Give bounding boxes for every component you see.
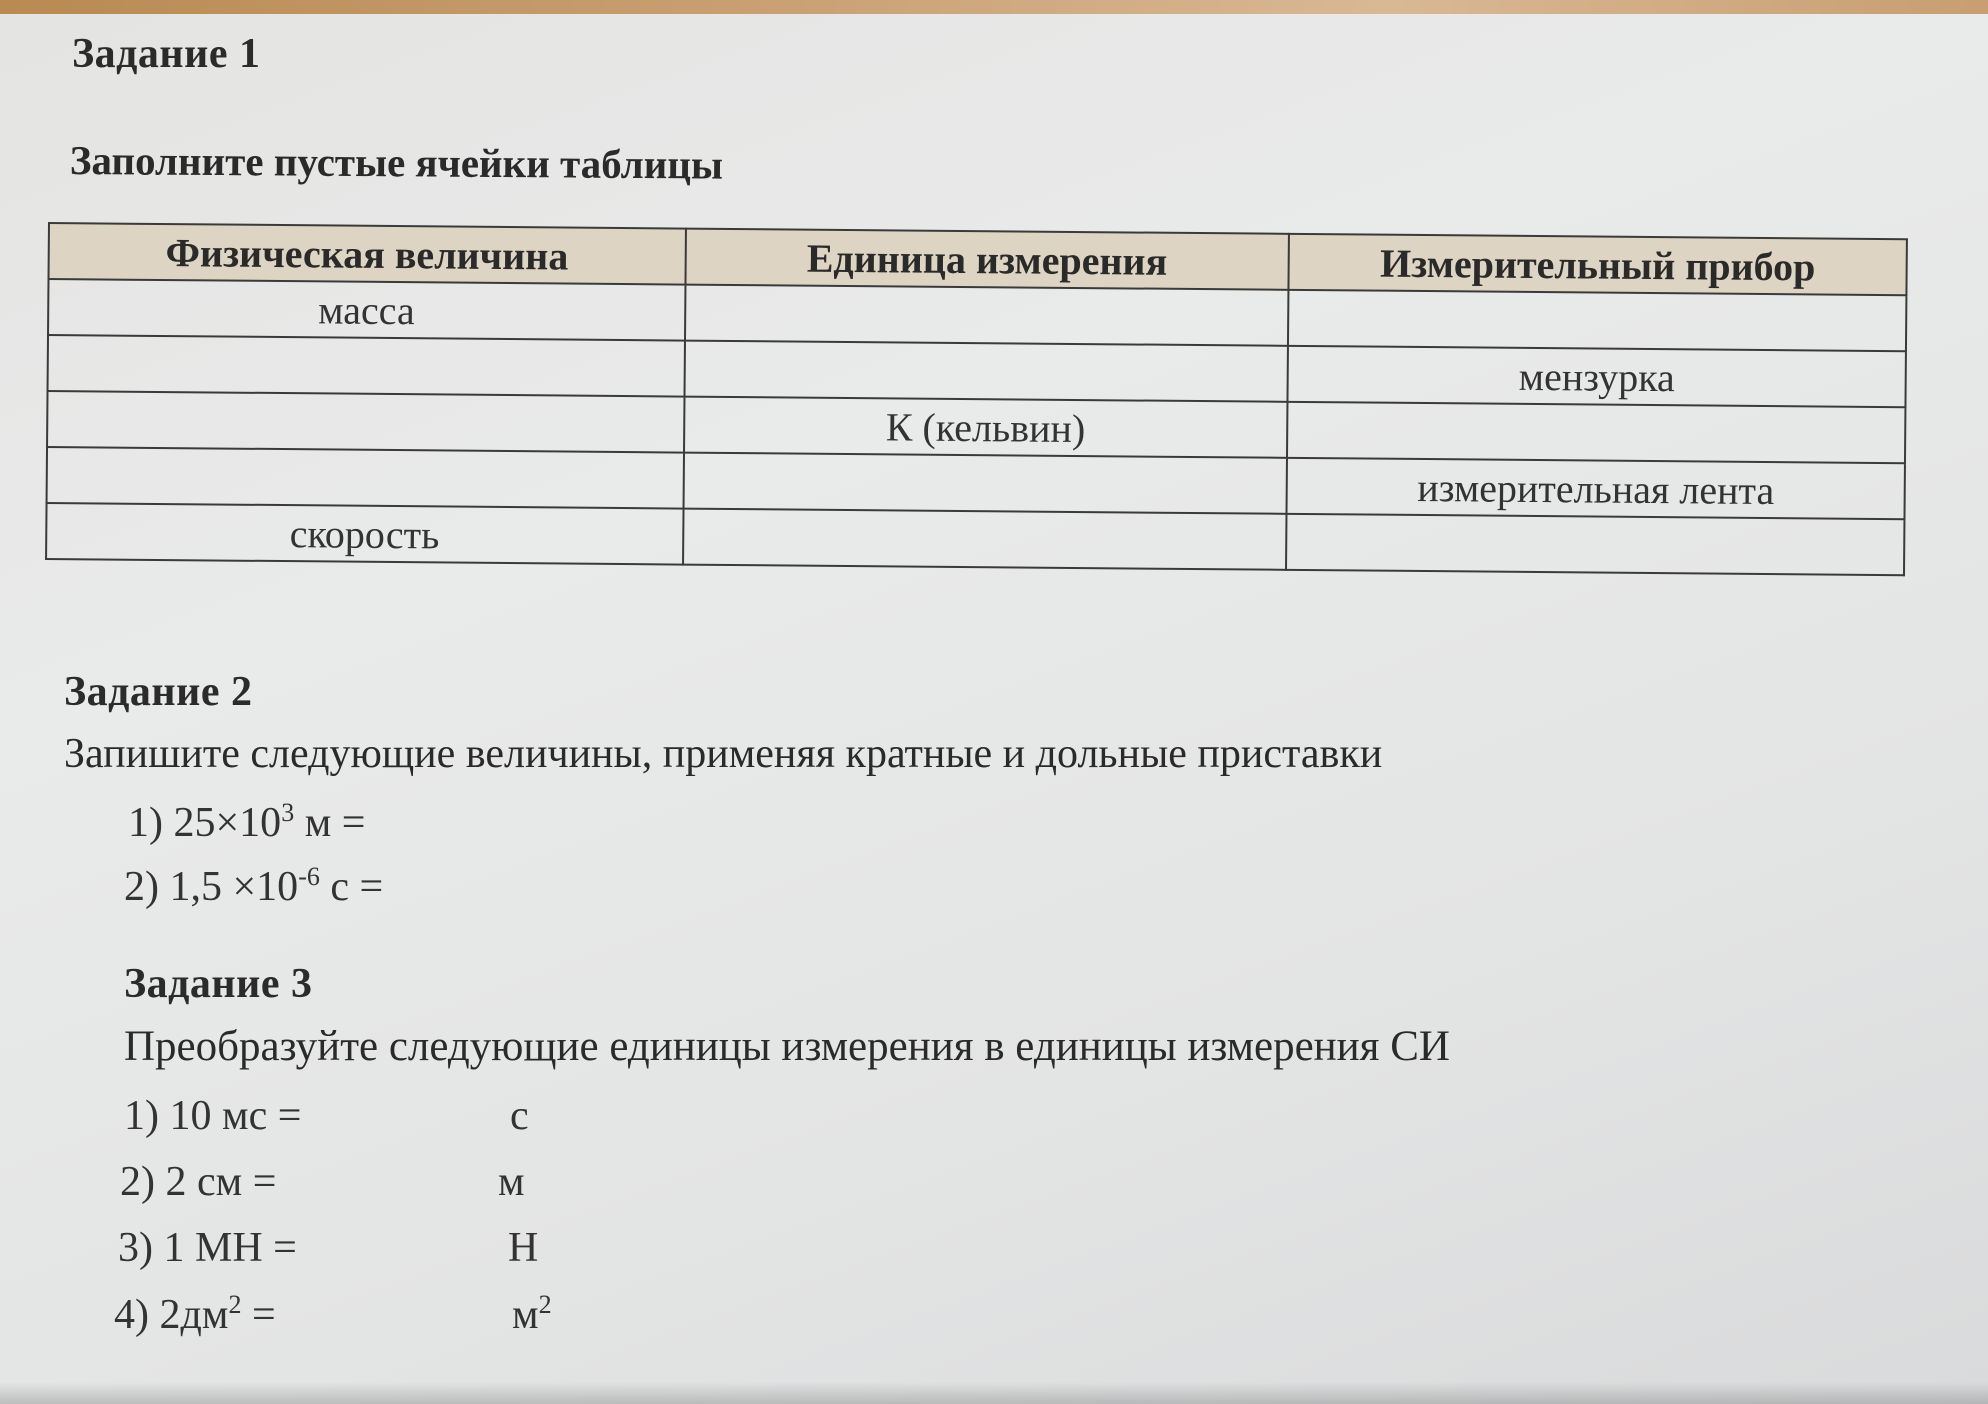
- task3-answer-1[interactable]: с: [510, 1093, 529, 1139]
- fill-table: [45, 222, 1908, 576]
- task3-item-4: [114, 1290, 276, 1339]
- header-physical-quantity: Физическая величина: [49, 223, 686, 285]
- table-cell[interactable]: [1288, 290, 1906, 351]
- item-exponent: 3: [281, 798, 295, 827]
- task3-instruction: Преобразуйте следующие единицы измерения в единицы измерения СИ: [124, 1023, 1450, 1070]
- task3-item-3: [118, 1224, 297, 1272]
- item-number: 1): [128, 800, 163, 846]
- table-cell[interactable]: [684, 341, 1288, 402]
- table-cell[interactable]: [1286, 514, 1904, 575]
- table-cell[interactable]: [683, 453, 1287, 514]
- item-number: 2): [120, 1159, 155, 1205]
- task2-title: Задание 2: [64, 669, 253, 715]
- task3-answer-4[interactable]: [512, 1290, 552, 1339]
- answer-unit: м: [512, 1292, 539, 1338]
- item-unit: м =: [304, 800, 366, 846]
- table-cell[interactable]: масса: [48, 279, 685, 341]
- item-expression: 10 мс =: [169, 1093, 302, 1139]
- item-expression: 1 МН =: [163, 1225, 297, 1271]
- item-expression: 2 см =: [165, 1159, 277, 1205]
- task3-answer-3[interactable]: Н: [508, 1225, 539, 1271]
- item-exponent: 2: [228, 1290, 242, 1319]
- table-cell[interactable]: скорость: [46, 503, 683, 565]
- item-number: 4): [114, 1292, 149, 1338]
- table-cell[interactable]: [685, 285, 1289, 346]
- task1-instruction: Заполните пустые ячейки таблицы: [69, 136, 724, 188]
- task3-item-2: [120, 1158, 276, 1206]
- table-cell[interactable]: [683, 509, 1287, 570]
- table-cell[interactable]: [1287, 402, 1905, 463]
- task3-item-1: [124, 1092, 301, 1140]
- desk-edge: [0, 0, 1988, 14]
- item-base: 1,5 ×10: [169, 864, 299, 910]
- table-cell[interactable]: мензурка: [1288, 346, 1906, 407]
- item-expression-tail: =: [241, 1292, 276, 1338]
- task2-item-1: [128, 798, 365, 847]
- task1-title: Задание 1: [72, 31, 261, 77]
- table-cell[interactable]: К (кельвин): [684, 397, 1288, 458]
- table-cell[interactable]: [47, 391, 684, 453]
- table-cell[interactable]: измерительная лента: [1287, 458, 1905, 519]
- header-instrument: Измерительный прибор: [1289, 234, 1907, 295]
- task2-item-2: [124, 862, 383, 911]
- item-number: 3): [118, 1225, 153, 1271]
- task3-answer-2[interactable]: м: [498, 1159, 525, 1205]
- table-cell[interactable]: [48, 335, 685, 397]
- item-number: 2): [124, 864, 159, 910]
- answer-exponent: 2: [538, 1290, 552, 1319]
- task3-title: Задание 3: [124, 961, 313, 1007]
- header-unit: Единица измерения: [685, 229, 1289, 290]
- item-expression: 2дм: [159, 1292, 229, 1338]
- item-number: 1): [124, 1093, 159, 1139]
- task2-instruction: Запишите следующие величины, применяя кратные и дольные приставки: [64, 731, 1383, 777]
- item-exponent: -6: [298, 862, 320, 891]
- page-bottom-shadow: [0, 1382, 1988, 1404]
- item-base: 25×10: [173, 800, 282, 846]
- table-cell[interactable]: [47, 447, 684, 509]
- item-unit: с =: [330, 864, 384, 910]
